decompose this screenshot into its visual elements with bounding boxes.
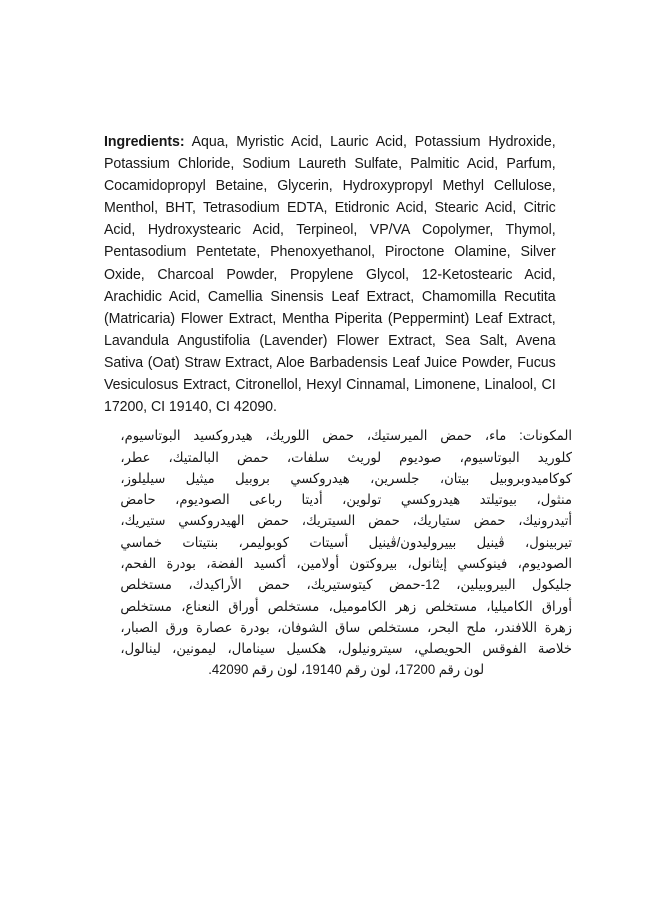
arabic-line-text: المكونات: ماء، حمض الميرستيك، حمض اللوريك، هيدروكسيد البوتاسيوم، bbox=[120, 428, 572, 444]
arabic-line-text: أتيدرونيك، حمض ستياريك، حمض السيتريك، حمض الهيدروكسي ستيريك، bbox=[120, 513, 572, 529]
arabic-line bbox=[120, 617, 572, 638]
arabic-line bbox=[120, 574, 572, 595]
arabic-line-text: تيربينول، ڤينيل بييروليدون/ڤينيل أسيتات كوبوليمر، بنتيتات خماسي bbox=[120, 534, 572, 550]
arabic-line-text: خلاصة الفوقس الحويصلي، سيترونيلول، هكسيل سينامال، ليمونين، لينالول، bbox=[120, 641, 572, 657]
ingredients-english-lead-label: Ingredients: bbox=[104, 134, 185, 150]
arabic-line bbox=[120, 532, 572, 553]
ingredients-arabic-paragraph bbox=[120, 418, 572, 681]
arabic-line bbox=[120, 425, 572, 446]
arabic-line bbox=[120, 553, 572, 574]
arabic-line-text: منثول، بيوتيلتد هيدروكسي تولوين، أديتا رباعى الصوديوم، حامض bbox=[120, 492, 572, 508]
arabic-line-text: زهرة اللافندر، ملح البحر، مستخلص ساق الشوفان، بودرة عصارة ورق الصبار، bbox=[120, 619, 572, 635]
arabic-line-text: الصوديوم، فينوكسي إيثانول، بيروكتون أولامين، أكسيد الفضة، بودرة الفحم، bbox=[120, 556, 572, 571]
arabic-line bbox=[120, 468, 572, 489]
arabic-line bbox=[120, 447, 572, 468]
arabic-line-text: لون رقم 17200، لون رقم 19140، لون رقم 42090. bbox=[208, 662, 485, 678]
arabic-line bbox=[120, 510, 572, 531]
arabic-line-text: جليكول البيروبيلين، 12-حمض كيتوستيريك، حمض الأراكيدك، مستخلص bbox=[120, 577, 572, 593]
ingredients-content-block bbox=[104, 131, 572, 681]
arabic-line-text: أوراق الكاميليا، مستخلص زهر الكاموميل، مستخلص أوراق النعناع، مستخلص bbox=[120, 598, 572, 614]
arabic-line-text: كوكاميدوبروبيل بيتان، جلسرين، هيدروكسي بروبيل ميثيل سيليلوز، bbox=[120, 470, 572, 486]
arabic-line bbox=[120, 489, 572, 510]
ingredients-english-paragraph bbox=[104, 131, 556, 418]
arabic-line bbox=[120, 638, 572, 659]
arabic-line bbox=[120, 596, 572, 617]
arabic-line bbox=[120, 659, 572, 680]
arabic-line-text: كلوريد البوتاسيوم، صوديوم لوريث سلفات، حمض البالمتيك، عطر، bbox=[120, 449, 572, 465]
ingredients-english-body: Aqua, Myristic Acid, Lauric Acid, Potassium Hydroxide, Potassium Chloride, Sodium Laureth Sulfate, Palmitic Acid, Parfum, Cocamidopropyl Betaine, Glycerin, Hydroxypropyl Methyl Cellulose, Menthol, BHT, Tetrasodium EDTA, Etidronic Acid, Stearic Acid, Citric Acid, Hydroxystearic Acid, Terpineol, VP/VA Copolymer, Thymol, Pentasodium Pentetate, Phenoxyethanol, Piroctone Olamine, Silver Oxide, Charcoal Powder, Propylene Glycol, 12-Ketostearic Acid, Arachidic Acid, Camellia Sinensis Leaf Extract, Chamomilla Recutita (Matricaria) Flower Extract, Mentha Piperita (Peppermint) Leaf Extract, Lavandula Angustifolia (Lavender) Flower Extract, Sea Salt, Avena Sativa (Oat) Straw Extract, Aloe Barbadensis Leaf Juice Powder, Fucus Vesiculosus Extract, Citronellol, Hexyl Cinnamal, Limonene, Linalool, CI 17200, CI 19140, CI 42090. bbox=[104, 134, 556, 416]
